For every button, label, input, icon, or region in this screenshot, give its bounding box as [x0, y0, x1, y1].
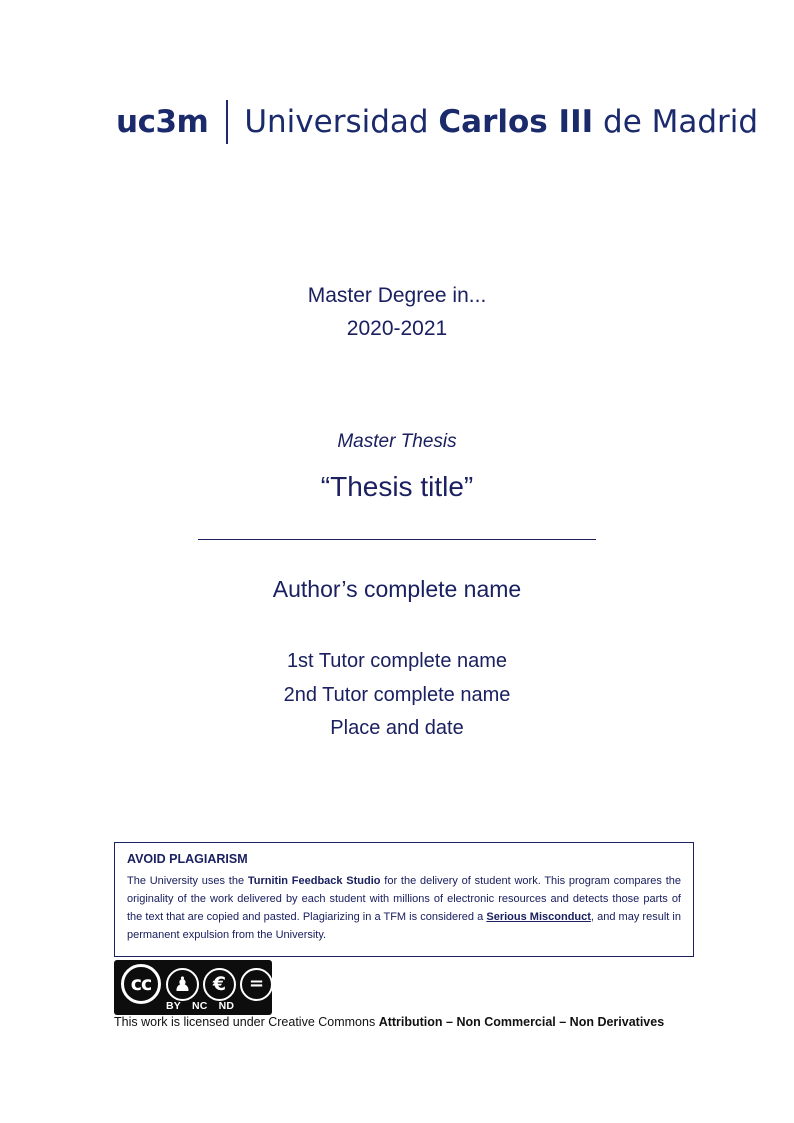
tutor-1: 1st Tutor complete name — [286, 650, 508, 673]
thesis-kind: Master Thesis — [337, 431, 457, 453]
logo-university-name — [244, 103, 759, 140]
plagiarism-title: AVOID PLAGIARISM — [127, 852, 248, 866]
license-statement — [114, 1015, 664, 1029]
nc-glyph: € — [212, 972, 227, 995]
academic-years: 2020-2021 — [346, 316, 448, 340]
logo-mark-text: uc3m — [116, 103, 209, 140]
degree-line: Master Degree in... — [307, 284, 487, 307]
logo-name-bold: Carlos III — [438, 103, 594, 140]
non-derivatives-icon — [240, 968, 273, 1001]
license-type: Attribution – Non Commercial – Non Derivatives — [378, 1015, 665, 1029]
uc3m-logo — [116, 100, 758, 144]
place-and-date: Place and date — [330, 717, 464, 740]
logo-name-part1: Universidad — [244, 103, 439, 140]
thesis-title: “Thesis title” — [320, 471, 474, 503]
author-name: Author’s complete name — [272, 576, 522, 603]
title-divider — [198, 539, 596, 540]
plagiarism-text-3: , and may result in permanent expulsion from the University. — [127, 911, 681, 942]
attribution-icon — [166, 968, 199, 1001]
cc-label-by: BY — [166, 1000, 181, 1012]
plagiarism-tool-name: Turnitin Feedback Studio — [247, 875, 381, 887]
non-commercial-icon — [203, 968, 236, 1001]
cc-label-nc: NC — [192, 1000, 208, 1012]
nd-glyph: = — [248, 973, 265, 994]
tutor-block — [0, 645, 794, 746]
plagiarism-text-1: The University uses the — [127, 875, 248, 887]
tutor-2: 2nd Tutor complete name — [283, 683, 511, 706]
cc-label-nd: ND — [218, 1000, 235, 1012]
plagiarism-text-2: for the delivery of student work. This program compares the originality of the work delivered by each student with millions of electronic resources and detects those parts of the text that are copied and pasted. Plagiarizing in a TFM is considered a — [127, 875, 681, 924]
cc-icon-row — [114, 960, 277, 1004]
cover-center-column — [0, 280, 794, 746]
plagiarism-serious-misconduct: Serious Misconduct — [486, 911, 591, 924]
creative-commons-badge — [114, 960, 272, 1015]
plagiarism-notice — [114, 842, 694, 957]
person-glyph: ♟ — [173, 972, 192, 996]
plagiarism-text — [127, 872, 681, 945]
creative-commons-icon — [121, 964, 161, 1004]
cc-label-row — [166, 1000, 245, 1012]
cc-glyph: cc — [130, 973, 152, 995]
logo-divider — [226, 100, 228, 144]
logo-name-part2: de Madrid — [593, 103, 759, 140]
license-prefix: This work is licensed under Creative Commons — [114, 1015, 379, 1029]
